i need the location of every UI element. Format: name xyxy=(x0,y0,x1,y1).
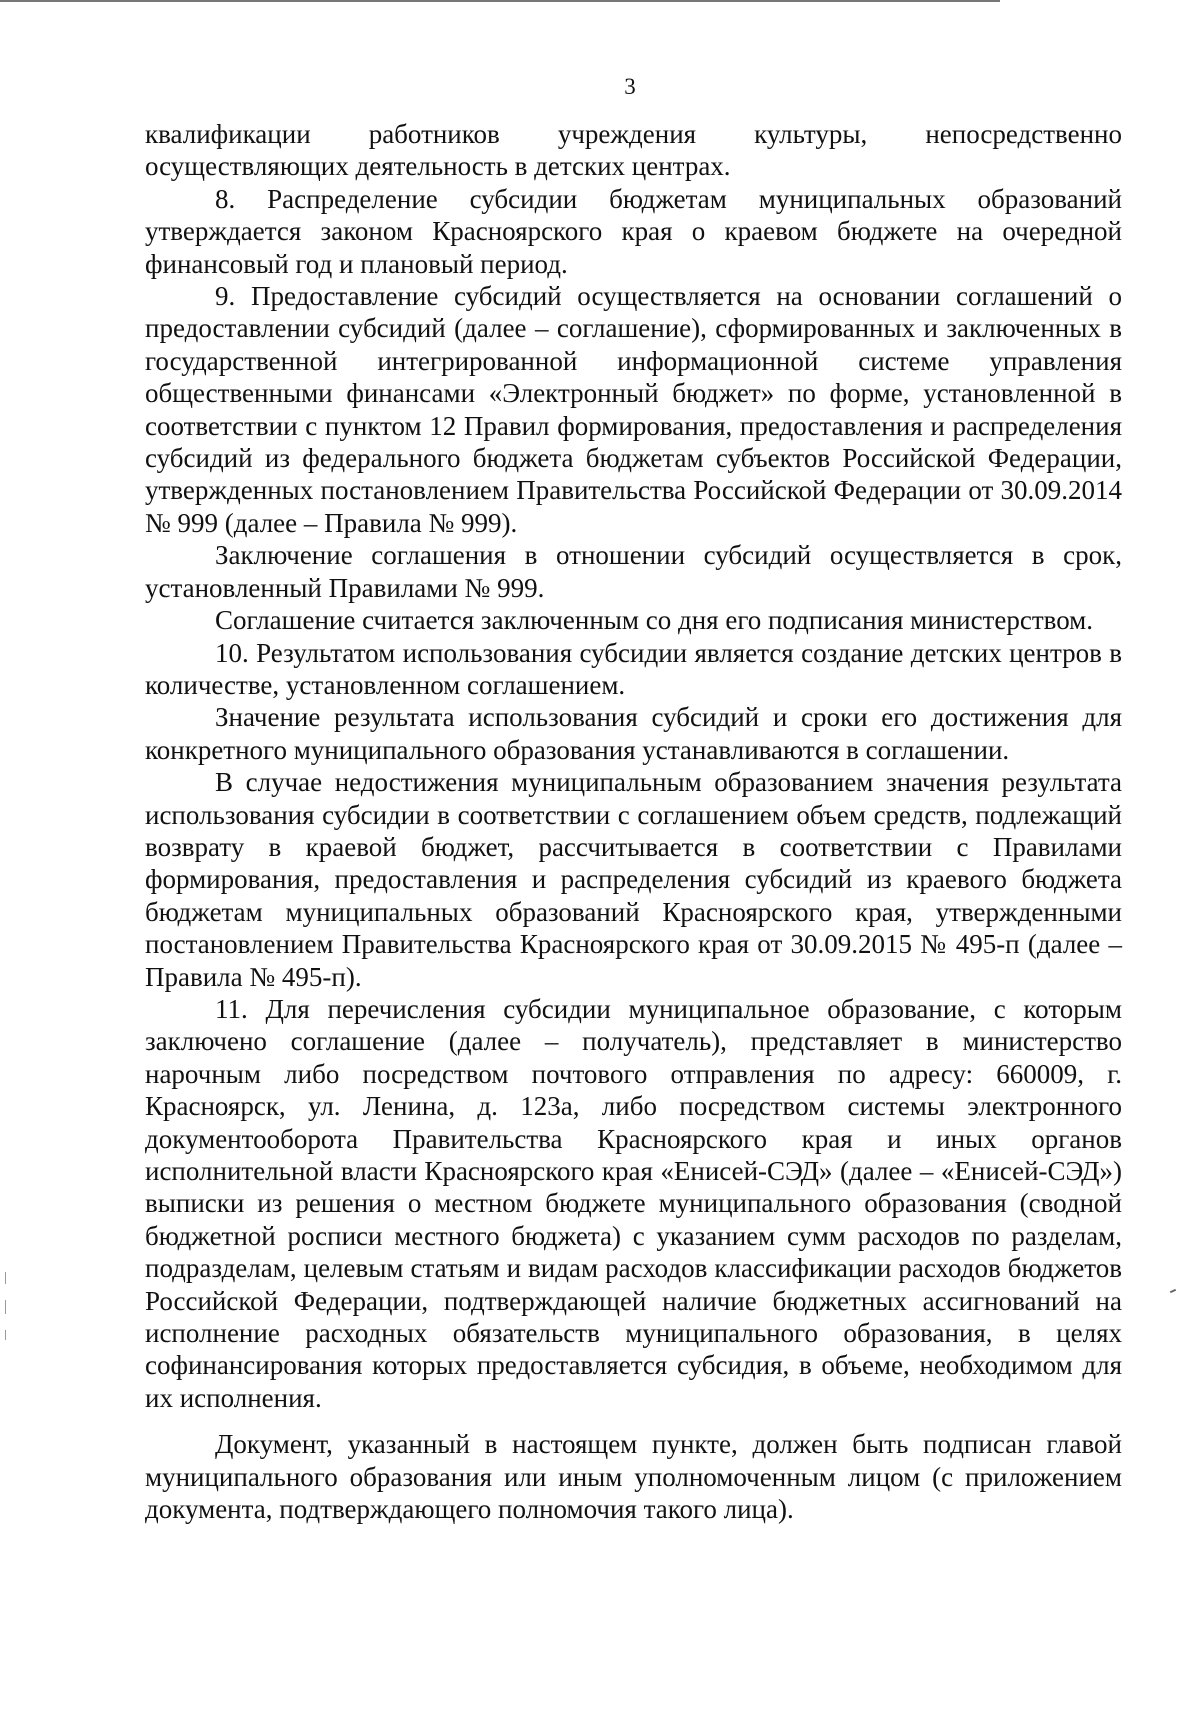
scan-margin-mark xyxy=(5,1330,6,1340)
paragraph-clause-11: 11. Для перечисления субсидии муниципальное образование, с которым заключено соглашение (далее – получатель), представляет в министерство нарочным либо посредством почтового отправления по адресу: 660009, г. Красноярск, ул. Ленина, д. 123а, либо посредством системы электронного документооборота Правительства Красноярского края и иных органов исполнительной власти Красноярского края «Енисей-СЭД» (далее – «Енисей-СЭД») выписки из решения о местном бюджете муниципального образования (сводной бюджетной росписи местного бюджета) с указанием сумм расходов по разделам, подразделам, целевым статьям и видам расходов классификации расходов бюджетов Российской Федерации, подтверждающей наличие бюджетных ассигнований на исполнение расходных обязательств муниципального образования, в целях софинансирования которых предоставляется субсидия, в объеме, необходимом для их исполнения. xyxy=(145,993,1122,1413)
document-body xyxy=(145,118,1122,1525)
paragraph-continuation: квалификации работников учреждения культуры, непосредственно осуществляющих деятельность в детских центрах. xyxy=(145,119,1122,182)
paragraph-document-signature: Документ, указанный в настоящем пункте, должен быть подписан главой муниципального образования или иным уполномоченным лицом (с приложением документа, подтверждающего полномочия такого лица). xyxy=(145,1429,1122,1525)
paragraph-agreement-term: Заключение соглашения в отношении субсидий осуществляется в срок, установленный Правилами № 999. xyxy=(145,540,1122,603)
paragraph-clause-10: 10. Результатом использования субсидии является создание детских центров в количестве, установленном соглашением. xyxy=(145,637,1122,700)
paragraph-result-value: Значение результата использования субсидий и сроки его достижения для конкретного муниципального образования устанавливаются в соглашении. xyxy=(145,702,1122,765)
paragraph-clause-9: 9. Предоставление субсидий осуществляется на основании соглашений о предоставлении субсидий (далее – соглашение), сформированных и заключенных в государственной интегрированной информационной системе управления общественными финансами «Электронный бюджет» по форме, установленной в соответствии с пунктом 12 Правил формирования, предоставления и распределения субсидий из федерального бюджета бюджетам субъектов Российской Федерации, утвержденных постановлением Правительства Российской Федерации от 30.09.2014 № 999 (далее – Правила № 999). xyxy=(145,281,1122,538)
paragraph-nonachievement: В случае недостижения муниципальным образованием значения результата использования субсидии в соответствии с соглашением объем средств, подлежащий возврату в краевой бюджет, рассчитывается в соответствии с Правилами формирования, предоставления и распределения субсидий из краевого бюджета бюджетам муниципальных образований Красноярского края, утвержденными постановлением Правительства Красноярского края от 30.09.2015 № 495-п (далее – Правила № 495-п). xyxy=(145,767,1122,992)
scan-margin-mark xyxy=(5,1272,6,1284)
scan-margin-mark xyxy=(5,1300,6,1314)
page-number: 3 xyxy=(624,74,636,99)
scan-top-edge-line xyxy=(0,0,1000,2)
paragraph-clause-8: 8. Распределение субсидии бюджетам муниципальных образований утверждается законом Красноярского края о краевом бюджете на очередной финансовый год и плановый период. xyxy=(145,183,1122,279)
paragraph-agreement-signing: Соглашение считается заключенным со дня его подписания министерством. xyxy=(215,605,1094,636)
scan-stray-mark xyxy=(1170,1289,1176,1293)
